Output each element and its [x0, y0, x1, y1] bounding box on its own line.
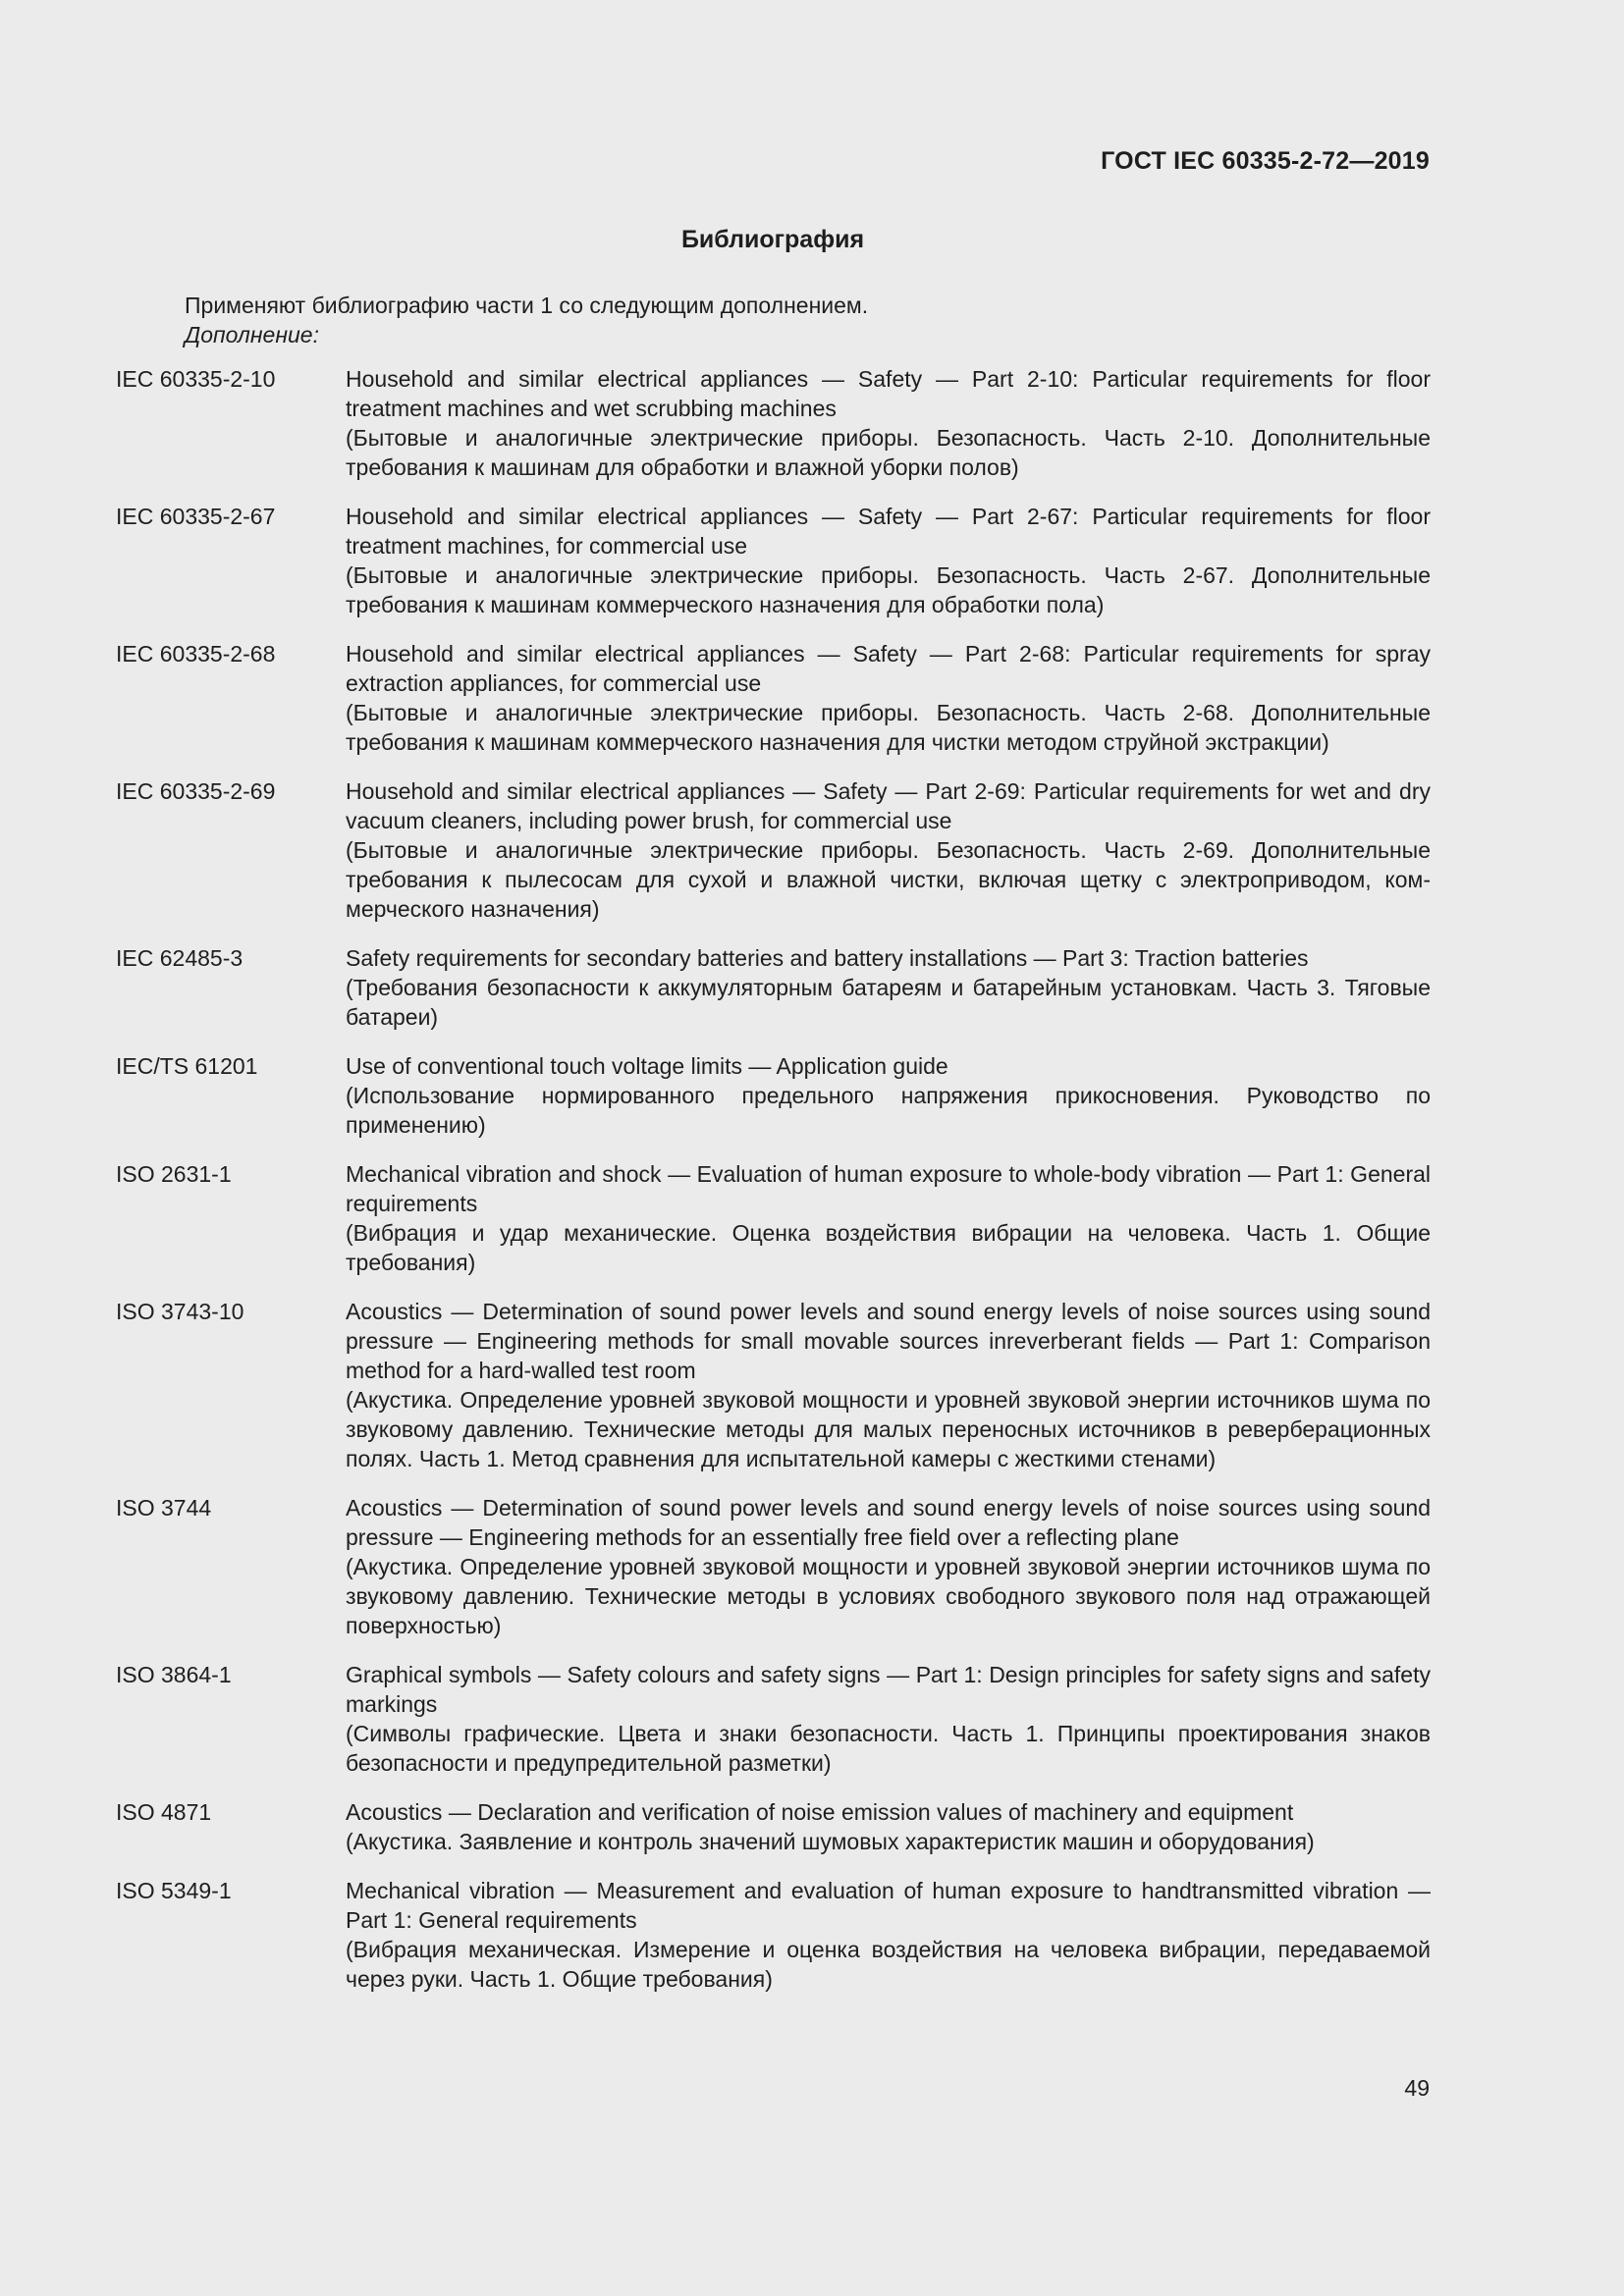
entry-body [346, 1660, 1431, 1778]
entry-title-en: Use of conventional touch voltage limits — Application guide [346, 1053, 948, 1079]
entry-title-ru: (Использование нормированного предельного напряжения прикосновения. Руководство по применению) [346, 1083, 1431, 1138]
page-title: Библиография [680, 226, 865, 253]
intro-sub: Дополнение: [185, 322, 319, 347]
entry-code: IEC/TS 61201 [116, 1053, 258, 1079]
entry-body [346, 502, 1431, 619]
entry-title-en: Acoustics — Determination of sound power levels and sound energy levels of noise sources using sound pressure — Engineering methods for an essentially free field over a reflecting plane [346, 1495, 1431, 1550]
entry-code: IEC 62485-3 [116, 945, 244, 971]
entry-title-ru: (Акустика. Определение уровней звуковой мощности и уровней звуковой энергии источников шума по звуковому давлению. Технические методы в условиях свободного звукового поля над отражающей поверхностью) [346, 1554, 1431, 1638]
document-header: ГОСТ IEC 60335-2-72—2019 [1101, 147, 1430, 175]
entry-title-ru: (Акустика. Заявление и контроль значений шумовых характеристик машин и оборудования) [346, 1829, 1315, 1854]
intro-line: Применяют библиографию части 1 со следующим дополнением. [185, 293, 869, 318]
bibliography-entry [116, 502, 1431, 619]
entry-code: IEC 60335-2-10 [116, 366, 276, 392]
entry-title-ru: (Бытовые и аналогичные электрические приборы. Безопасность. Часть 2-69. Дополнительные требования к пылесосам для сухой и влажной чистки, включая щетку с электроприводом, коммерческого назначения) [346, 837, 1431, 922]
entry-body [346, 1876, 1431, 1994]
entry-code: IEC 60335-2-69 [116, 778, 276, 804]
bibliography-entry [116, 943, 1431, 1032]
entry-title-en: Safety requirements for secondary batteries and battery installations — Part 3: Traction batteries [346, 945, 1309, 971]
entry-title-ru: (Бытовые и аналогичные электрические приборы. Безопасность. Часть 2-10. Дополнительные требования к машинам для обработки и влажной уборки полов) [346, 425, 1431, 480]
entry-body [346, 639, 1431, 757]
bibliography-entry [116, 776, 1431, 924]
entry-body [346, 776, 1431, 924]
bibliography-entry [116, 1660, 1431, 1778]
entry-body [346, 943, 1431, 1032]
entry-title-ru: (Бытовые и аналогичные электрические приборы. Безопасность. Часть 2-68. Дополнительные требования к машинам коммерческого назначения для чистки методом струйной экстракции) [346, 700, 1431, 755]
bibliography-entry [116, 1876, 1431, 1994]
entry-title-en: Household and similar electrical appliances — Safety — Part 2-10: Particular requirements for floor treatment machines and wet scrubbing machines [346, 366, 1431, 421]
entry-code: IEC 60335-2-68 [116, 641, 276, 667]
entry-title-en: Household and similar electrical appliances — Safety — Part 2-69: Particular requirements for wet and dry vacuum cleaners, including power brush, for commercial use [346, 778, 1431, 833]
bibliography-entry [116, 1797, 1431, 1856]
entry-code: ISO 3743-10 [116, 1299, 244, 1324]
entry-title-en: Graphical symbols — Safety colours and safety signs — Part 1: Design principles for safety signs and safety markings [346, 1662, 1431, 1717]
entry-code: ISO 3744 [116, 1495, 212, 1521]
entry-title-en: Mechanical vibration and shock — Evaluation of human exposure to whole-body vibration — Part 1: General requirements [346, 1161, 1431, 1216]
entry-title-en: Household and similar electrical appliances — Safety — Part 2-67: Particular requirements for floor treatment machines, for commercial use [346, 504, 1431, 559]
entry-body [346, 1159, 1431, 1277]
entry-body [346, 1797, 1431, 1856]
entry-title-en: Acoustics — Declaration and verification of noise emission values of machinery and equipment [346, 1799, 1294, 1825]
entry-title-ru: (Бытовые и аналогичные электрические приборы. Безопасность. Часть 2-67. Дополнительные требования к машинам коммерческого назначения для обработки пола) [346, 562, 1431, 617]
bibliography-entry [116, 1493, 1431, 1640]
entry-title-ru: (Требования безопасности к аккумуляторным батареям и батарейным установкам. Часть 3. Тяговые батареи) [346, 975, 1431, 1030]
bibliography-entry [116, 1159, 1431, 1277]
entry-code: ISO 5349-1 [116, 1878, 232, 1903]
entry-code: ISO 3864-1 [116, 1662, 232, 1687]
bibliography-entry [116, 364, 1431, 482]
entry-title-ru: (Вибрация и удар механические. Оценка воздействия вибрации на человека. Часть 1. Общие требования) [346, 1220, 1431, 1275]
bibliography-entry [116, 1051, 1431, 1140]
entry-title-en: Mechanical vibration — Measurement and evaluation of human exposure to handtransmitted vibration — Part 1: General requirements [346, 1878, 1431, 1933]
entry-body [346, 1493, 1431, 1640]
entry-title-ru: (Вибрация механическая. Измерение и оценка воздействия на человека вибрации, передаваемой через руки. Часть 1. Общие требования) [346, 1937, 1431, 1992]
entry-code: IEC 60335-2-67 [116, 504, 276, 529]
entry-title-en: Acoustics — Determination of sound power levels and sound energy levels of noise sources using sound pressure — Engineering methods for small movable sources inreverberant fields — Part 1: Comparison method for a hard-walled test room [346, 1299, 1431, 1383]
entry-body [346, 1297, 1431, 1473]
intro [185, 291, 868, 349]
entry-body [346, 1051, 1431, 1140]
entry-title-ru: (Символы графические. Цвета и знаки безопасности. Часть 1. Принципы проектирования знаков безопасности и предупредительной разметки) [346, 1721, 1431, 1776]
bibliography-entry [116, 639, 1431, 757]
entry-body [346, 364, 1431, 482]
bibliography-list [116, 364, 1431, 2013]
bibliography-entry [116, 1297, 1431, 1473]
entry-title-en: Household and similar electrical appliances — Safety — Part 2-68: Particular requirements for spray extraction appliances, for commercial use [346, 641, 1431, 696]
entry-code: ISO 4871 [116, 1799, 212, 1825]
entry-code: ISO 2631-1 [116, 1161, 232, 1187]
page-number: 49 [1404, 2075, 1430, 2101]
entry-title-ru: (Акустика. Определение уровней звуковой мощности и уровней звуковой энергии источников шума по звуковому давлению. Технические методы для малых переносных источников в реверберационных полях. Часть 1. Метод сравнения для испытательной камеры с жесткими стенами) [346, 1387, 1431, 1471]
